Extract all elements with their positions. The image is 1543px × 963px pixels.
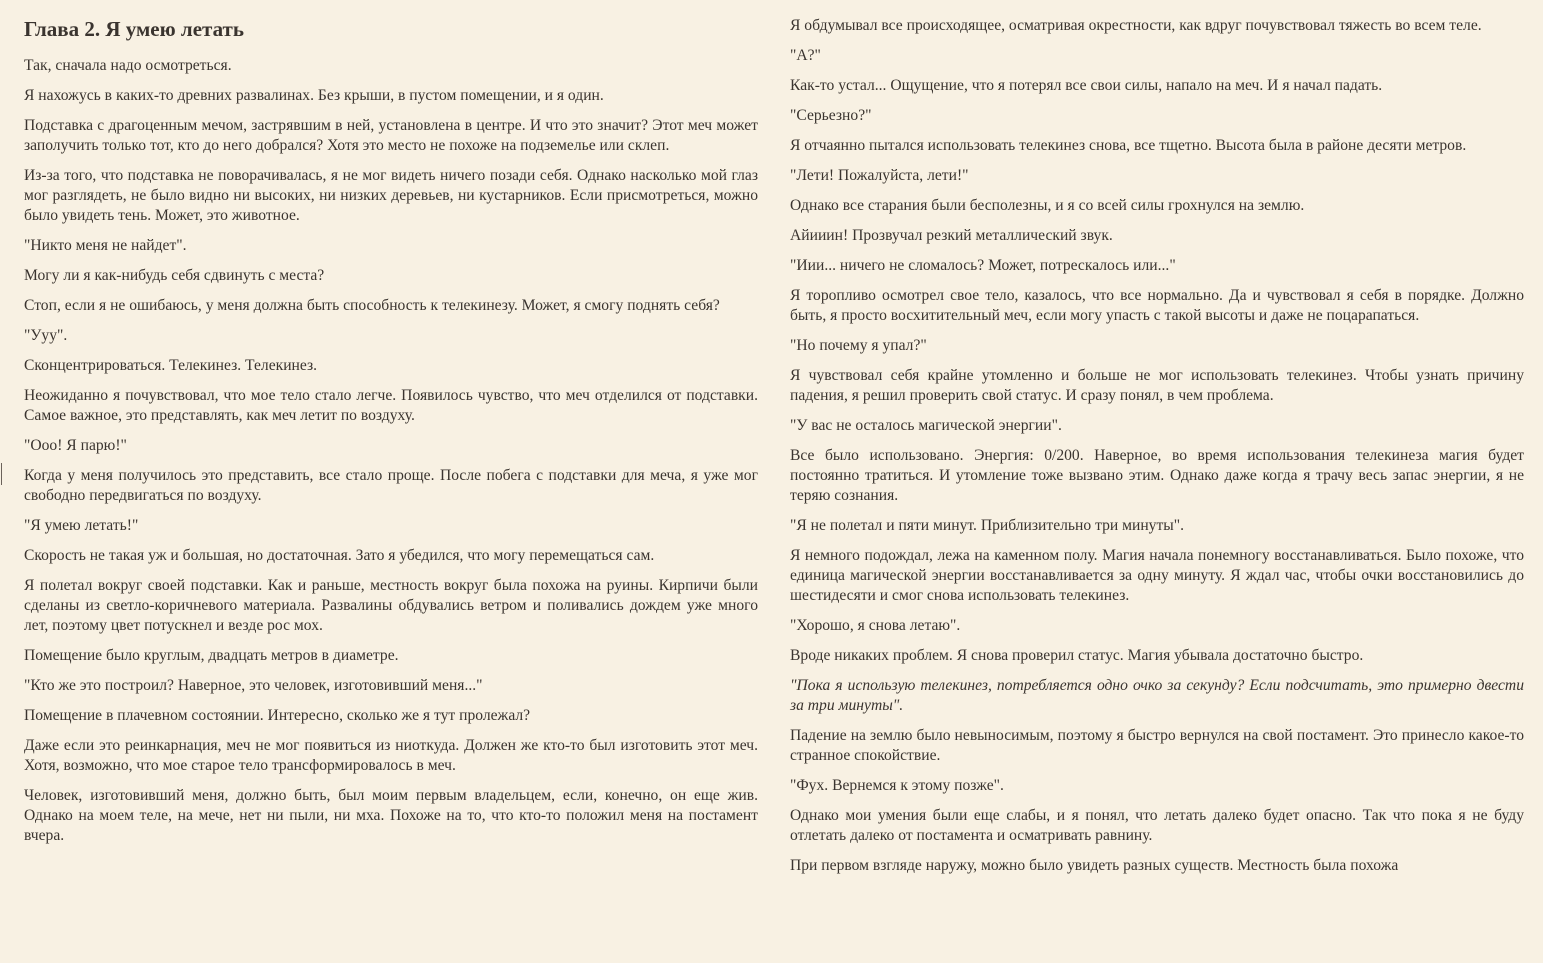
chapter-title: Глава 2. Я умею летать xyxy=(24,17,244,41)
paragraph: Скорость не такая уж и большая, но достаточная. Зато я убедился, что могу перемещаться сам. xyxy=(24,547,655,564)
paragraph: Человек, изготовивший меня, должно быть, был моим первым владельцем, если, конечно, он еще жив. Однако на моем теле, на мече, нет ни пыли, ни мха. Похоже на то, что кто-то положил меня на постамент вчера. xyxy=(24,787,758,844)
paragraph: Однако все старания были бесполезны, и я со всей силы грохнулся на землю. xyxy=(790,197,1305,214)
paragraph: "Никто меня не найдет". xyxy=(24,237,187,254)
paragraph: "Фух. Вернемся к этому позже". xyxy=(790,777,1004,794)
paragraph: Сконцентрироваться. Телекинез. Телекинез. xyxy=(24,357,318,374)
paragraph: Помещение было круглым, двадцать метров в диаметре. xyxy=(24,647,399,664)
paragraph: Я чувствовал себя крайне утомленно и больше не мог использовать телекинез. Чтобы узнать причину падения, я решил проверить свой статус. И сразу понял, в чем проблема. xyxy=(790,367,1524,404)
paragraph: Когда у меня получилось это представить, все стало проще. После побега с подставки для меча, я уже мог свободно передвигаться по воздуху. xyxy=(24,467,758,504)
paragraph: Падение на землю было невыносимым, поэтому я быстро вернулся на свой постамент. Это принесло какое-то странное спокойствие. xyxy=(790,727,1524,764)
paragraph: "Хорошо, я снова летаю". xyxy=(790,617,961,634)
paragraph: Айииин! Прозвучал резкий металлический звук. xyxy=(790,227,1113,244)
paragraph: Неожиданно я почувствовал, что мое тело стало легче. Появилось чувство, что меч отделился от подставки. Самое важное, это представлять, как меч летит по воздуху. xyxy=(24,387,758,424)
paragraph: "Но почему я упал?" xyxy=(790,337,927,354)
paragraph: "Кто же это построил? Наверное, это человек, изготовивший меня..." xyxy=(24,677,483,694)
paragraph: "Ооо! Я парю!" xyxy=(24,437,127,454)
paragraph: Однако мои умения были еще слабы, и я понял, что летать далеко будет опасно. Так что пока я не буду отлетать далеко от постамента и осматривать равнину. xyxy=(790,807,1524,844)
paragraph: Я торопливо осмотрел свое тело, казалось, что все нормально. Да и чувствовал я себя в порядке. Должно быть, я просто восхитительный меч, если могу упасть с такой высоты и даже не поцарапаться. xyxy=(790,287,1524,324)
paragraph: "Я умею летать!" xyxy=(24,517,139,534)
paragraph: Даже если это реинкарнация, меч не мог появиться из ниоткуда. Должен же кто-то был изготовить этот меч. Хотя, возможно, что мое старое тело трансформировалось в меч. xyxy=(24,737,758,774)
paragraph: Я отчаянно пытался использовать телекинез снова, все тщетно. Высота была в районе десяти метров. xyxy=(790,137,1467,154)
right-column xyxy=(790,16,1524,886)
paragraph: Я немного подождал, лежа на каменном полу. Магия начала понемногу восстанавливаться. Было похоже, что единица магической энергии восстанавливается за одну минуту. Я ждал час, чтобы очки восстановились до шестидесяти и смог снова использовать телекинез. xyxy=(790,547,1524,604)
paragraph: Как-то устал... Ощущение, что я потерял все свои силы, напало на меч. И я начал падать. xyxy=(790,77,1383,94)
paragraph: Я полетал вокруг своей подставки. Как и раньше, местность вокруг была похожа на руины. Кирпичи были сделаны из светло-коричневого материала. Развалины обдувались ветром и поливались дождем уже много лет, поэтому цвет потускнел и везде рос мох. xyxy=(24,577,758,634)
paragraph: Из-за того, что подставка не поворачивалась, я не мог видеть ничего позади себя. Однако насколько мой глаз мог разглядеть, не было видно ни высоких, ни низких деревьев, ни кустарников. Если присмотреться, можно было увидеть тень. Может, это животное. xyxy=(24,167,758,224)
paragraph: "Я не полетал и пяти минут. Приблизительно три минуты". xyxy=(790,517,1185,534)
italic-paragraph: "Пока я использую телекинез, потребляется одно очко за секунду? Если подсчитать, это примерно двести за три минуты". xyxy=(790,677,1524,714)
paragraph: Помещение в плачевном состоянии. Интересно, сколько же я тут пролежал? xyxy=(24,707,531,724)
left-column xyxy=(24,16,758,856)
paragraph: "Лети! Пожалуйста, лети!" xyxy=(790,167,969,184)
paragraph: Вроде никаких проблем. Я снова проверил статус. Магия убывала достаточно быстро. xyxy=(790,647,1364,664)
paragraph: "Ууу". xyxy=(24,327,68,344)
paragraph: "У вас не осталось магической энергии". xyxy=(790,417,1062,434)
paragraph: Стоп, если я не ошибаюсь, у меня должна быть способность к телекинезу. Может, я смогу поднять себя? xyxy=(24,297,720,314)
paragraph: "Серьезно?" xyxy=(790,107,872,124)
paragraph: Так, сначала надо осмотреться. xyxy=(24,57,232,74)
paragraph: "А?" xyxy=(790,47,821,64)
text-cursor xyxy=(1,463,2,485)
paragraph: Я обдумывал все происходящее, осматривая окрестности, как вдруг почувствовал тяжесть во всем теле. xyxy=(790,17,1482,34)
paragraph: Все было использовано. Энергия: 0/200. Наверное, во время использования телекинеза магия будет постоянно тратиться. И утомление тоже вызвано этим. Однако даже когда я трачу весь запас энергии, я не теряю сознания. xyxy=(790,447,1524,504)
paragraph: "Иии... ничего не сломалось? Может, потрескалось или..." xyxy=(790,257,1176,274)
paragraph: Могу ли я как-нибудь себя сдвинуть с места? xyxy=(24,267,325,284)
paragraph: Я нахожусь в каких-то древних развалинах. Без крыши, в пустом помещении, и я один. xyxy=(24,87,604,104)
paragraph: Подставка с драгоценным мечом, застрявшим в ней, установлена в центре. И что это значит? Этот меч может заполучить только тот, кто до него добрался? Хотя это место не похоже на подземелье или склеп. xyxy=(24,117,758,154)
paragraph: При первом взгляде наружу, можно было увидеть разных существ. Местность была похожа xyxy=(790,857,1399,874)
